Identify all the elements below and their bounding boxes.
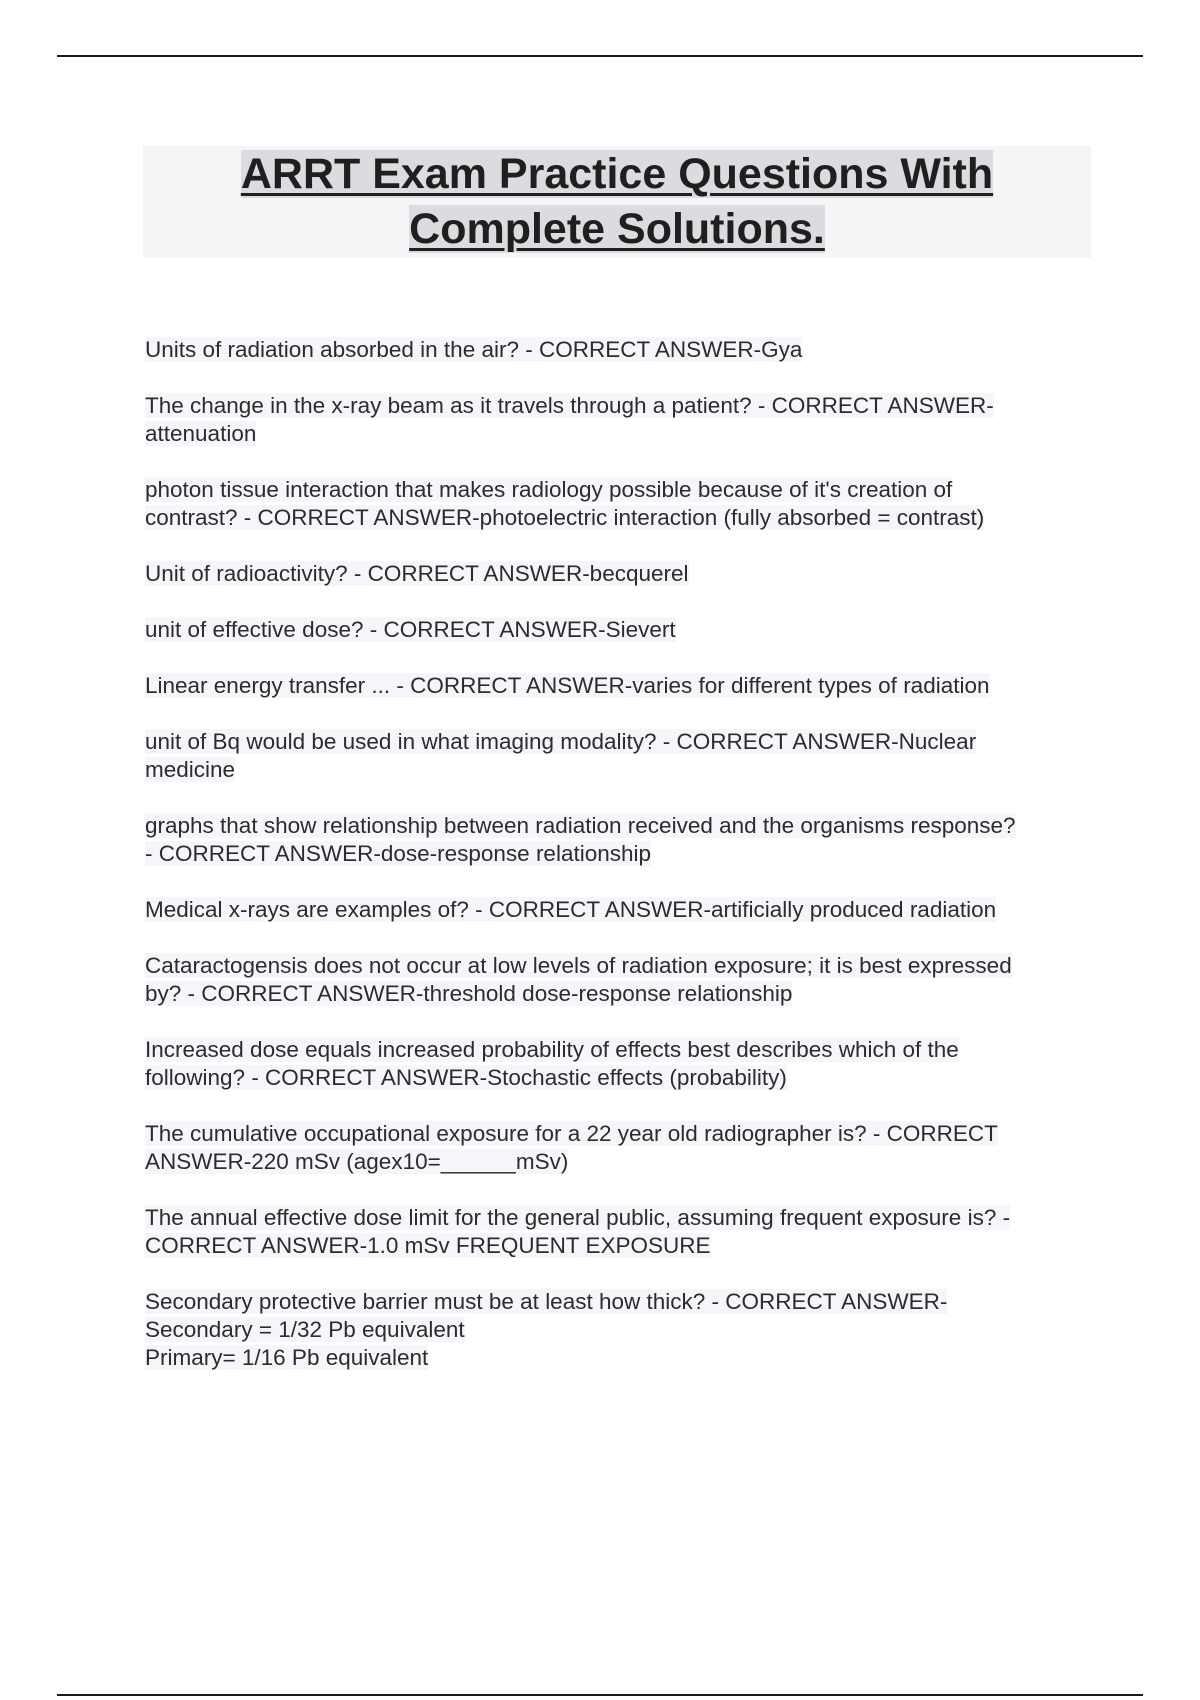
- qa-item: [145, 392, 1090, 448]
- qa-line-text: medicine: [145, 757, 236, 782]
- qa-item: [145, 1120, 1090, 1176]
- qa-item: [145, 616, 1090, 644]
- qa-item: [145, 1204, 1090, 1260]
- qa-line: [145, 672, 1090, 700]
- qa-line: [145, 728, 1090, 756]
- qa-item: [145, 476, 1090, 532]
- qa-line: [145, 756, 1090, 784]
- qa-item: [145, 728, 1090, 784]
- qa-line-text: by? - CORRECT ANSWER-threshold dose-response relationship: [145, 981, 793, 1006]
- qa-line: [145, 336, 1090, 364]
- qa-line: [145, 1316, 1090, 1344]
- qa-line: [145, 812, 1090, 840]
- qa-line: [145, 1344, 1090, 1372]
- qa-line: [145, 896, 1090, 924]
- title-text-1: ARRT Exam Practice Questions With: [240, 150, 994, 198]
- qa-line-text: Secondary protective barrier must be at least how thick? - CORRECT ANSWER-: [145, 1289, 948, 1314]
- qa-line-text: unit of Bq would be used in what imaging modality? - CORRECT ANSWER-Nuclear: [145, 729, 977, 754]
- qa-line-text: graphs that show relationship between radiation received and the organisms response?: [145, 813, 1016, 838]
- bottom-rule: [57, 1694, 1143, 1696]
- qa-line-text: Increased dose equals increased probability of effects best describes which of the: [145, 1037, 959, 1062]
- qa-line-text: Linear energy transfer ... - CORRECT ANSWER-varies for different types of radiation: [145, 673, 990, 698]
- title-line-1: [143, 147, 1091, 202]
- title-block: [143, 146, 1091, 258]
- qa-item: [145, 1036, 1090, 1092]
- qa-line: [145, 980, 1090, 1008]
- qa-line-text: The annual effective dose limit for the general public, assuming frequent exposure is? -: [145, 1205, 1011, 1230]
- qa-line-text: Unit of radioactivity? - CORRECT ANSWER-becquerel: [145, 561, 689, 586]
- qa-item: [145, 1288, 1090, 1372]
- qa-line-text: attenuation: [145, 421, 257, 446]
- qa-line: [145, 560, 1090, 588]
- qa-line-text: The change in the x-ray beam as it travels through a patient? - CORRECT ANSWER-: [145, 393, 994, 418]
- qa-line-text: following? - CORRECT ANSWER-Stochastic effects (probability): [145, 1065, 787, 1090]
- qa-line-text: Units of radiation absorbed in the air? - CORRECT ANSWER-Gya: [145, 337, 803, 362]
- qa-line: [145, 1120, 1090, 1148]
- qa-line: [145, 1232, 1090, 1260]
- qa-line: [145, 420, 1090, 448]
- qa-item: [145, 336, 1090, 364]
- qa-line-text: CORRECT ANSWER-1.0 mSv FREQUENT EXPOSURE: [145, 1233, 711, 1258]
- qa-line: [145, 392, 1090, 420]
- title-line-2: [143, 202, 1091, 257]
- qa-line-text: - CORRECT ANSWER-dose-response relationship: [145, 841, 652, 866]
- qa-line-text: Cataractogensis does not occur at low levels of radiation exposure; it is best expressed: [145, 953, 1012, 978]
- question-answer-list: [145, 336, 1090, 1400]
- qa-line-text: ANSWER-220 mSv (agex10=______mSv): [145, 1149, 569, 1174]
- qa-line: [145, 1204, 1090, 1232]
- qa-line: [145, 476, 1090, 504]
- qa-line-text: photon tissue interaction that makes radiology possible because of it's creation of: [145, 477, 953, 502]
- qa-line-text: Secondary = 1/32 Pb equivalent: [145, 1317, 465, 1342]
- qa-line: [145, 1148, 1090, 1176]
- qa-item: [145, 560, 1090, 588]
- qa-line-text: Medical x-rays are examples of? - CORRECT ANSWER-artificially produced radiation: [145, 897, 997, 922]
- qa-line: [145, 1064, 1090, 1092]
- qa-item: [145, 672, 1090, 700]
- title-text-2: Complete Solutions.: [409, 205, 825, 253]
- qa-line: [145, 1036, 1090, 1064]
- qa-item: [145, 952, 1090, 1008]
- qa-item: [145, 812, 1090, 868]
- qa-line-text: Primary= 1/16 Pb equivalent: [145, 1345, 429, 1370]
- qa-line-text: unit of effective dose? - CORRECT ANSWER-Sievert: [145, 617, 676, 642]
- top-rule: [57, 55, 1143, 57]
- qa-line: [145, 840, 1090, 868]
- qa-line-text: contrast? - CORRECT ANSWER-photoelectric interaction (fully absorbed = contrast): [145, 505, 985, 530]
- qa-line: [145, 1288, 1090, 1316]
- qa-line: [145, 616, 1090, 644]
- qa-line: [145, 952, 1090, 980]
- qa-line-text: The cumulative occupational exposure for a 22 year old radiographer is? - CORRECT: [145, 1121, 998, 1146]
- qa-item: [145, 896, 1090, 924]
- qa-line: [145, 504, 1090, 532]
